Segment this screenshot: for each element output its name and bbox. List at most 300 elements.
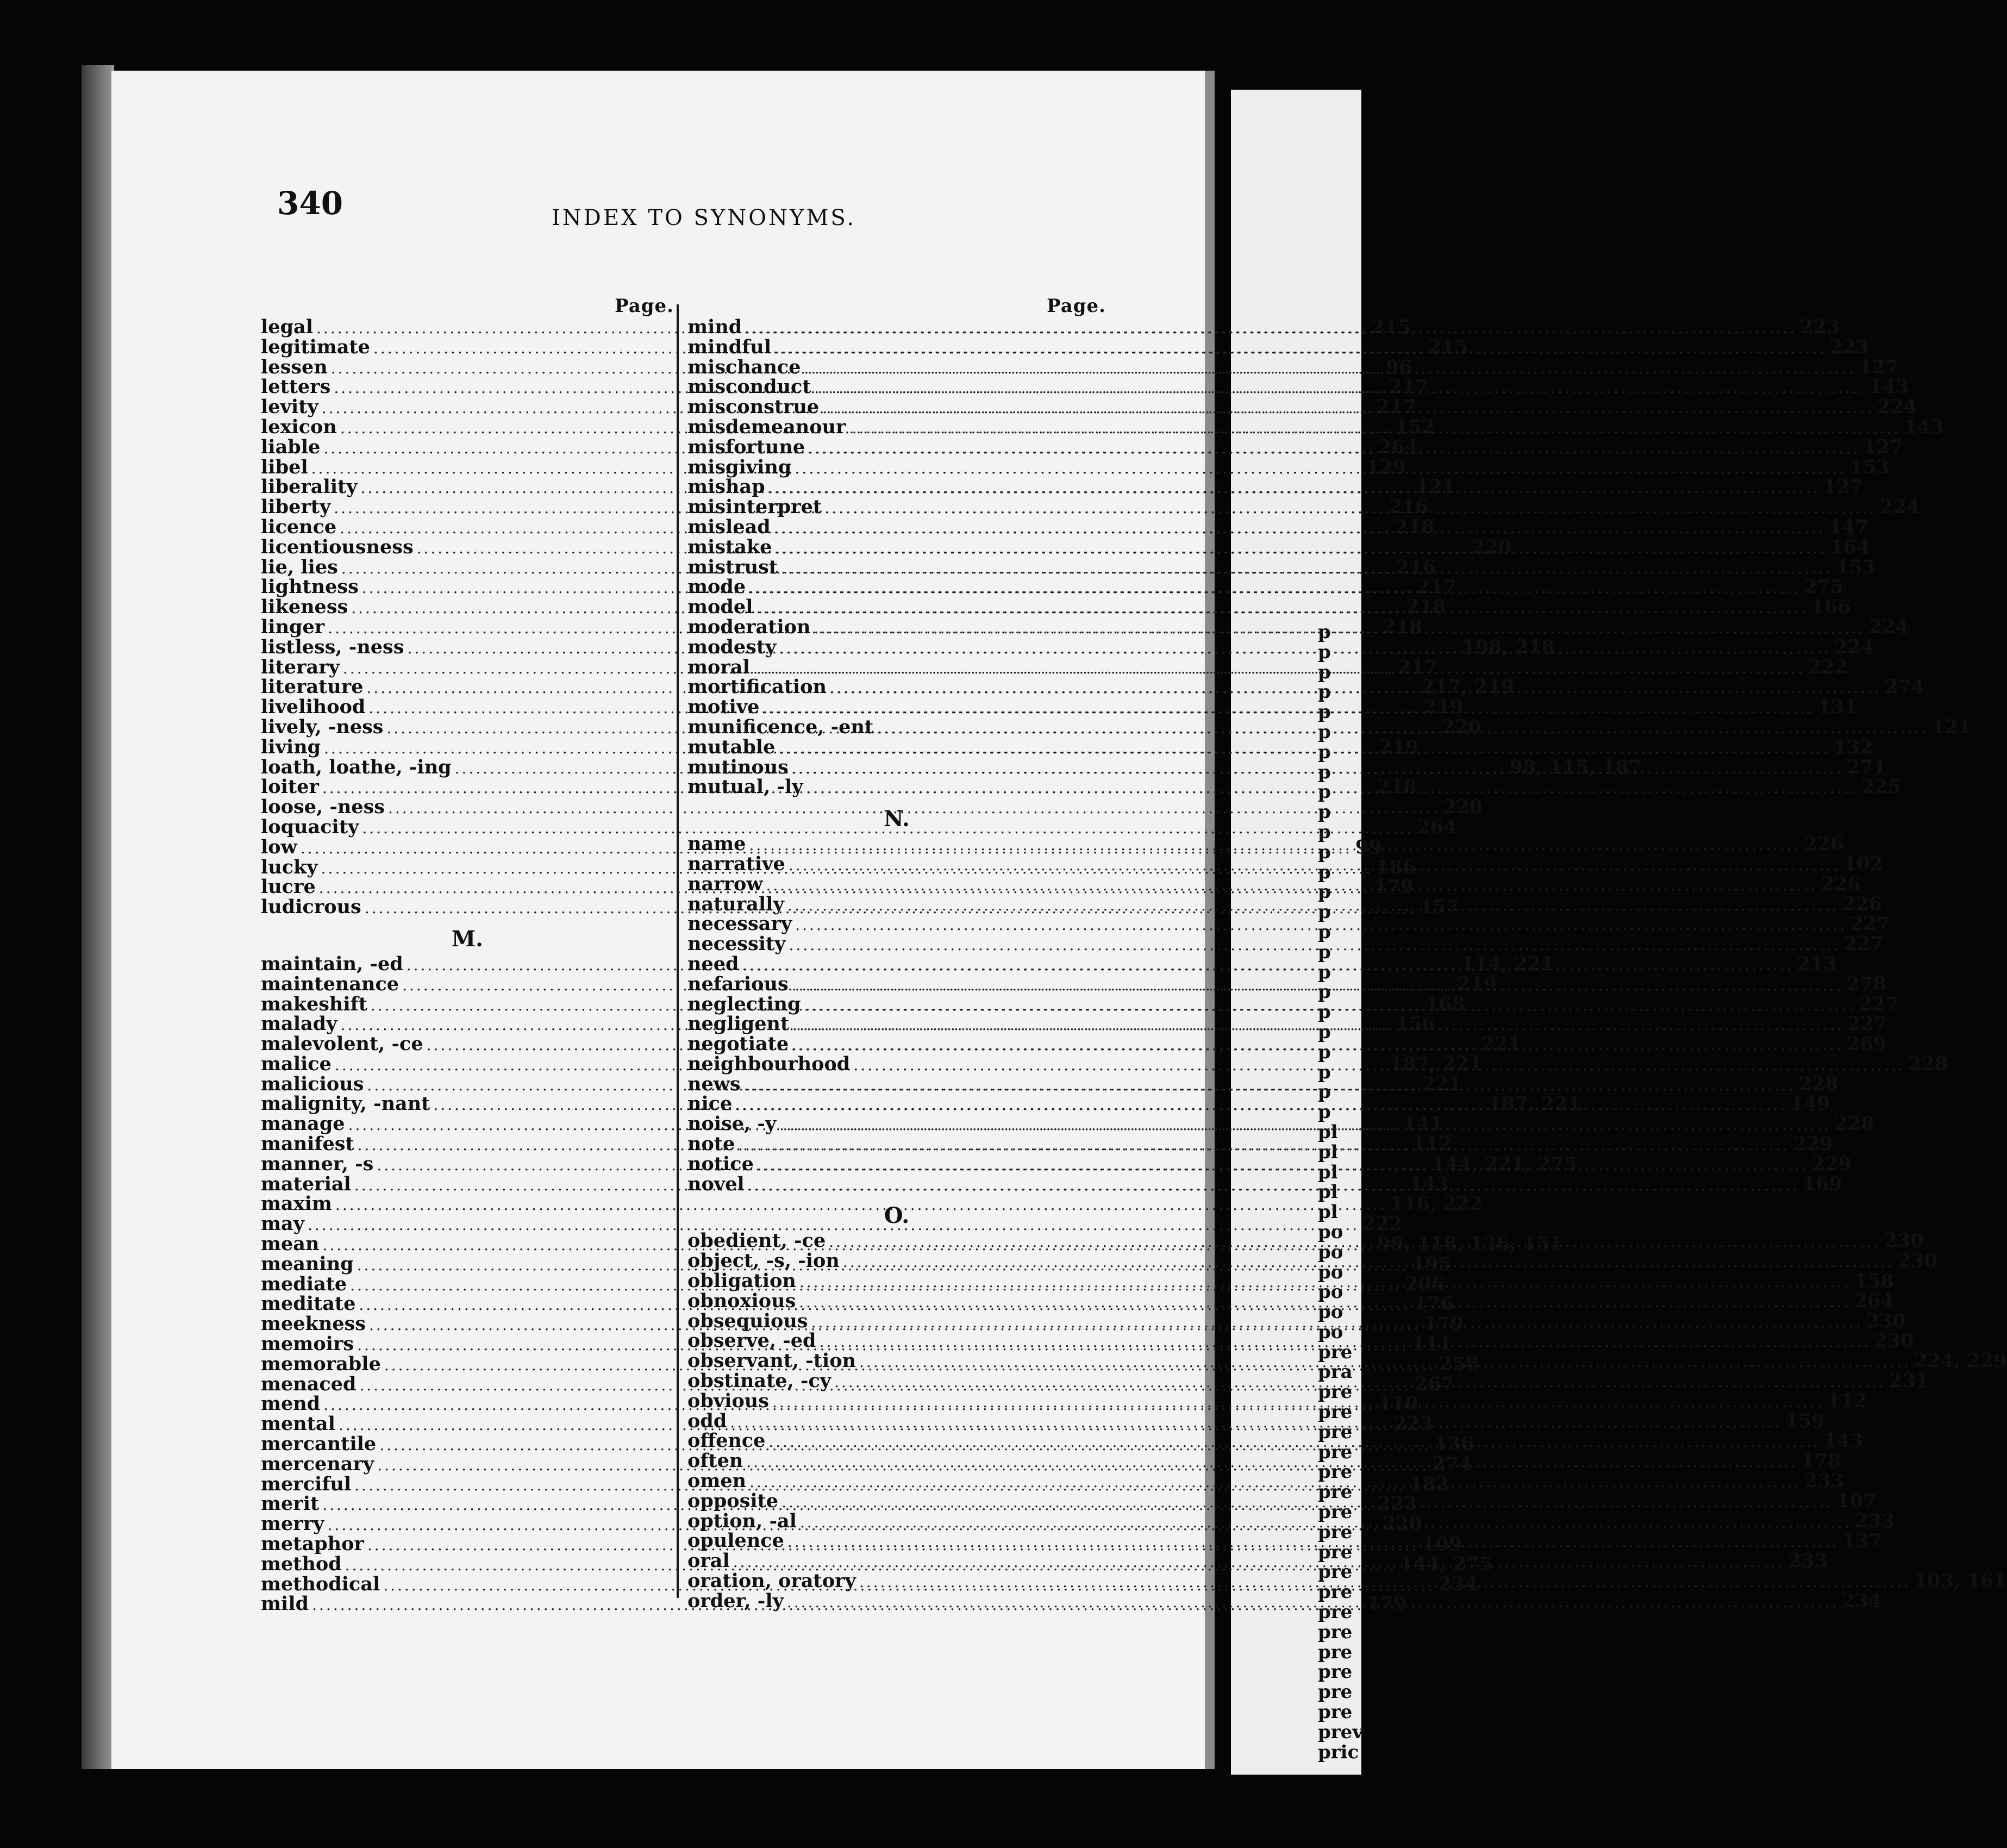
entry-pages: 217 [1416, 576, 1456, 598]
entry-term: opposite [687, 1489, 779, 1512]
entry-term: need [687, 952, 739, 975]
entry-pages: 217 [1389, 376, 1429, 398]
entry-term: notice [687, 1152, 754, 1175]
entry-term: misgiving [687, 455, 792, 478]
entry-term: livelihood [261, 696, 366, 719]
leader-dots [814, 615, 1866, 639]
entry-term: misconstrue [687, 396, 820, 419]
entry-pages: 103, 161 [1914, 1570, 2007, 1593]
entry-term: motive [687, 696, 760, 719]
leader-dots [749, 835, 1800, 856]
entry-pages: 221 [1422, 1072, 1462, 1095]
leader-dots [799, 1272, 1851, 1293]
facing-page-fragment: p [1318, 901, 1331, 923]
facing-page-fragment: pre [1318, 1481, 1353, 1503]
entry-term: letters [261, 376, 331, 398]
entry-pages: 116, 222 [1390, 1193, 1483, 1215]
facing-page-fragment: pre [1318, 1621, 1353, 1643]
entry-pages: 271 [1846, 756, 1887, 778]
entry-term: mistake [687, 535, 772, 558]
entry-term: obvious [687, 1389, 769, 1412]
entry-pages: 229 [1811, 1152, 1852, 1175]
entry-term: misdemeanour [687, 415, 846, 438]
leader-dots [787, 1532, 1839, 1556]
entry-term: mislead [687, 515, 771, 538]
entry-pages: 132 [1833, 735, 1873, 758]
entry-term: mercantile [261, 1433, 377, 1456]
leader-dots [799, 1293, 1850, 1313]
entry-pages: 158 [1854, 1270, 1894, 1293]
entry-pages: 143 [1904, 415, 1944, 438]
entry-term: narrow [687, 872, 763, 895]
entry-pages: 187, 221 [1389, 1052, 1483, 1075]
facing-page-fragment: p [1318, 921, 1331, 943]
entry-term: note [687, 1133, 735, 1156]
leader-dots [792, 756, 1843, 779]
entry-term: moderation [687, 615, 811, 638]
leader-dots [795, 455, 1846, 479]
letter-heading-o: O. [884, 1203, 910, 1229]
facing-page-fragment: pl [1318, 1141, 1338, 1163]
entry-term: mode [687, 576, 746, 598]
facing-page-fragment: p [1318, 1021, 1331, 1043]
entry-pages: 220 [1382, 1513, 1422, 1535]
entry-term: liberty [261, 496, 331, 519]
facing-page-fragment: p [1318, 661, 1331, 683]
entry-term: neighbourhood [687, 1052, 851, 1075]
entry-pages: 112 [1412, 1133, 1452, 1156]
entry-pages: 166 [1811, 596, 1851, 619]
facing-page-fragment: p [1318, 781, 1331, 803]
entry-pages: 228 [1908, 1052, 1948, 1075]
entry-term: legitimate [261, 335, 370, 358]
entry-pages: 99, 118, 136, 151 [1377, 1233, 1563, 1256]
facing-page-fragment: p [1318, 881, 1331, 903]
facing-page-fragment: pl [1318, 1161, 1338, 1183]
entry-term: mediate [261, 1272, 347, 1295]
leader-dots [792, 1035, 1843, 1056]
entry-pages: 109 [1422, 1533, 1462, 1556]
leader-dots [859, 1572, 1911, 1593]
entry-pages: 213 [1797, 952, 1837, 975]
leader-dots [877, 715, 1928, 739]
entry-pages: 187, 221 [1488, 1092, 1581, 1115]
leader-dots [781, 1493, 1833, 1513]
entry-term: opulence [687, 1529, 784, 1552]
entry-pages: 99 [1355, 835, 1382, 858]
leader-dots [745, 316, 1797, 339]
entry-term: manner, -s [261, 1152, 374, 1175]
entry-pages: 220 [1441, 715, 1481, 738]
entry-term: liberality [261, 476, 358, 498]
entry-pages: 143 [1823, 1429, 1864, 1452]
entry-term: mind [687, 316, 742, 338]
leader-dots [781, 555, 1833, 579]
leader-dots [822, 398, 1874, 419]
facing-page-fragment: prev [1318, 1721, 1364, 1743]
entry-pages: 127 [1863, 435, 1903, 458]
leader-dots [738, 1135, 1790, 1156]
leader-dots [829, 1232, 1880, 1256]
leader-dots [753, 655, 1805, 679]
entry-pages: 224 [1868, 615, 1909, 638]
leader-dots [744, 1072, 1796, 1096]
entry-term: oral [687, 1550, 730, 1572]
leader-dots [779, 635, 1831, 659]
entry-term: misinterpret [687, 496, 822, 519]
leader-dots [792, 1015, 1844, 1035]
entry-term: memoirs [261, 1333, 354, 1356]
entry-pages: 233 [1787, 1550, 1828, 1572]
entry-term: misconduct [687, 376, 811, 398]
entry-term: nefarious [687, 972, 789, 995]
entry-term: lucre [261, 876, 316, 898]
entry-term: observe, -ed [687, 1329, 816, 1352]
entry-term: negligent [687, 1013, 790, 1035]
entry-pages: 215 [1371, 316, 1411, 338]
facing-page-fragment: p [1318, 1001, 1331, 1023]
entry-pages: 186 [1375, 856, 1416, 878]
leader-dots [849, 415, 1900, 439]
entry-term: obsequious [687, 1309, 808, 1332]
entry-term: lightness [261, 576, 359, 598]
entry-pages: 230 [1884, 1229, 1924, 1252]
leader-dots [775, 535, 1827, 559]
entry-pages: 224, 229 [1914, 1350, 2007, 1372]
entry-pages: 224 [1834, 635, 1874, 658]
entry-pages: 274 [1432, 1452, 1472, 1475]
entry-pages: 218 [1383, 615, 1423, 638]
entry-pages: 143 [1869, 376, 1909, 398]
entry-term: literary [261, 655, 340, 678]
entry-pages: 127 [1859, 355, 1899, 378]
entry-term: munificence, -ent [687, 715, 874, 738]
index-entry [261, 815, 1457, 838]
entry-pages: 107 [1836, 1489, 1877, 1512]
leader-dots [756, 598, 1808, 619]
facing-page-fragment: pre [1318, 1341, 1353, 1363]
leader-dots [774, 515, 1825, 539]
entry-pages: 121 [1415, 476, 1455, 498]
entry-term: lively, -ness [261, 715, 384, 738]
entry-term: loath, loathe, -ing [261, 756, 452, 778]
entry-term: novel [687, 1172, 745, 1195]
entry-term: may [261, 1213, 305, 1235]
index-entry [687, 913, 1890, 935]
facing-page-fragment: pre [1318, 1661, 1353, 1683]
facing-page-fragment: pric [1318, 1741, 1359, 1763]
entry-pages: 137 [1842, 1529, 1882, 1552]
entry-pages: 216 [1389, 496, 1429, 519]
entry-term: mistrust [687, 555, 778, 578]
leader-dots [787, 896, 1839, 919]
facing-page-fragment: p [1318, 1041, 1331, 1063]
facing-page-fragment: pre [1318, 1581, 1353, 1603]
entry-pages: 226 [1804, 833, 1844, 856]
entry-pages: 218 [1406, 596, 1446, 619]
entry-pages: 179 [1367, 1593, 1407, 1615]
entry-term: malice [261, 1052, 332, 1075]
facing-page-fragment: p [1318, 1101, 1331, 1123]
entry-pages: 234 [1842, 1589, 1882, 1612]
entry-pages: 178 [1801, 1450, 1841, 1472]
leader-dots [768, 1432, 1820, 1456]
entry-term: naturally [687, 892, 784, 915]
entry-term: meditate [261, 1293, 356, 1315]
entry-pages: 143 [1409, 1172, 1449, 1195]
facing-page-fragment: p [1318, 961, 1331, 983]
leader-dots [830, 678, 1881, 698]
leader-dots [746, 1452, 1798, 1472]
entry-term: omen [687, 1470, 747, 1493]
entry-term: maintain, -ed [261, 952, 403, 975]
entry-pages: 144, 275 [1399, 1552, 1493, 1575]
facing-page-fragment: p [1318, 821, 1331, 843]
facing-page-fragment: p [1318, 841, 1331, 863]
entry-term: merit [261, 1493, 320, 1515]
entry-pages: 230 [1874, 1329, 1914, 1352]
entry-pages: 216 [1396, 555, 1436, 578]
entry-term: memorable [261, 1352, 381, 1375]
entry-pages: 152 [1395, 415, 1435, 438]
entry-pages: 233 [1804, 1470, 1845, 1493]
page-label: Page. [1047, 295, 1106, 317]
facing-page-fragment: p [1318, 861, 1331, 883]
entry-pages: 218 [1377, 776, 1417, 798]
facing-page-fragment: pre [1318, 1601, 1353, 1624]
entry-pages: 217, 219 [1421, 676, 1515, 698]
entry-term: obstinate, -cy [687, 1370, 831, 1393]
entry-pages: 182 [1409, 1472, 1449, 1495]
entry-term: necessity [687, 933, 786, 956]
entry-term: mercenary [261, 1452, 374, 1475]
entry-term: mindful [687, 335, 772, 358]
entry-term: option, -al [687, 1509, 797, 1532]
entry-term: manage [261, 1113, 345, 1135]
entry-pages: 147 [1828, 515, 1868, 538]
entry-term: odd [687, 1409, 727, 1432]
entry-term: news [687, 1072, 741, 1095]
page-number: 340 [277, 185, 343, 222]
entry-term: order, -ly [687, 1589, 784, 1612]
entry-pages: 127 [1823, 476, 1863, 498]
entry-pages: 267 [1414, 1372, 1454, 1395]
entry-pages: 233 [1855, 1509, 1895, 1532]
facing-page-fragment: p [1318, 681, 1331, 703]
entry-pages: 114, 221 [1461, 952, 1554, 975]
entry-pages: 278 [1846, 972, 1886, 995]
entry-term: loquacity [261, 815, 359, 838]
facing-page-fragment: pre [1318, 1381, 1353, 1403]
entry-pages: 110 [1378, 1393, 1418, 1415]
entry-term: likeness [261, 596, 348, 619]
entry-pages: 223 [1829, 335, 1870, 358]
entry-pages: 111 [1412, 1333, 1452, 1356]
entry-pages: 219 [1379, 735, 1419, 758]
entry-pages: 168 [1425, 992, 1466, 1015]
entry-pages: 221 [1481, 1033, 1521, 1056]
entry-pages: 264 [1854, 1289, 1894, 1312]
entry-pages: 264 [1417, 815, 1457, 838]
leader-dots [766, 876, 1817, 896]
entry-term: malignity, -nant [261, 1092, 430, 1115]
entry-term: licence [261, 515, 337, 538]
leader-dots [819, 1332, 1871, 1356]
entry-term: manifest [261, 1133, 354, 1156]
entry-term: necessary [687, 913, 792, 935]
entry-term: negotiate [687, 1033, 789, 1056]
entry-pages: 98, 115, 187 [1509, 756, 1642, 778]
entry-term: merry [261, 1513, 324, 1535]
entry-term: nice [687, 1092, 733, 1115]
leader-dots [843, 1252, 1895, 1272]
facing-page-fragment: p [1318, 721, 1331, 743]
entry-pages: 258 [1439, 1352, 1479, 1375]
index-entry [261, 796, 1483, 819]
entry-term: lie, lies [261, 555, 338, 578]
facing-page-fragment: p [1318, 1061, 1331, 1083]
entry-term: ludicrous [261, 896, 361, 919]
index-entry [687, 933, 1884, 956]
entry-term: name [687, 833, 746, 856]
leader-dots [808, 435, 1860, 459]
leader-dots [772, 1393, 1824, 1413]
facing-page-fragment: p [1318, 761, 1331, 783]
entry-term: menaced [261, 1372, 357, 1395]
leader-dots [742, 952, 1793, 976]
entry-pages: 223 [1393, 1413, 1434, 1435]
entry-pages: 274 [1885, 676, 1925, 698]
entry-pages: 218 [1395, 515, 1435, 538]
facing-page-fragment: po [1318, 1241, 1343, 1263]
book-page-edge [82, 65, 114, 1769]
entry-pages: 224 [1877, 396, 1917, 419]
entry-term: makeshift [261, 992, 367, 1015]
leader-dots [733, 1552, 1785, 1572]
entry-term: licentiousness [261, 535, 414, 558]
entry-pages: 227 [1843, 933, 1884, 956]
entry-term: mean [261, 1233, 320, 1256]
entry-term: obnoxious [687, 1289, 796, 1312]
leader-dots [792, 972, 1843, 996]
facing-page-fragment: pra [1318, 1361, 1353, 1383]
entry-pages: 141 [1403, 1113, 1443, 1135]
entry-term: listless, -ness [261, 635, 404, 658]
entry-term: modesty [687, 635, 777, 658]
entry-term: metaphor [261, 1533, 364, 1556]
entry-pages: 129 [1366, 455, 1406, 478]
leader-dots [789, 935, 1841, 956]
entry-term: material [261, 1172, 351, 1195]
entry-term: mend [261, 1393, 321, 1415]
leader-dots [774, 335, 1826, 359]
entry-pages: 153 [1836, 555, 1876, 578]
entry-pages: 215 [1428, 335, 1468, 358]
entry-term: maintenance [261, 972, 399, 995]
facing-page-fragment: pre [1318, 1501, 1353, 1524]
facing-page-fragment: pre [1318, 1441, 1353, 1463]
entry-term: levity [261, 396, 318, 419]
leader-dots [795, 915, 1847, 935]
facing-page-fragment: pl [1318, 1181, 1338, 1203]
entry-pages: 220 [1443, 796, 1483, 819]
entry-pages: 230 [1897, 1250, 1937, 1272]
facing-page-fragment: p [1318, 981, 1331, 1003]
entry-term: obedient, -ce [687, 1229, 826, 1252]
entry-term: object, -s, -ion [687, 1250, 840, 1272]
facing-page-fragment: p [1318, 741, 1331, 763]
entry-term: noise, -y [687, 1113, 777, 1135]
running-head: INDEX TO SYNONYMS. [552, 205, 856, 230]
entry-term: libel [261, 455, 308, 478]
entry-term: model [687, 596, 753, 619]
facing-page-fragment: po [1318, 1261, 1343, 1283]
entry-term: loose, -ness [261, 796, 385, 819]
entry-term: moral [687, 655, 750, 678]
facing-page-fragment: pre [1318, 1641, 1353, 1663]
entry-pages: 164 [1830, 535, 1870, 558]
entry-pages: 217 [1397, 655, 1438, 678]
entry-term: merciful [261, 1472, 352, 1495]
facing-page-fragment: po [1318, 1221, 1343, 1243]
entry-pages: 223 [1800, 316, 1840, 338]
entry-term: meaning [261, 1252, 354, 1275]
entry-pages: 149 [1790, 1092, 1830, 1115]
entry-pages: 198, 218 [1462, 635, 1555, 658]
leader-dots [779, 1115, 1831, 1135]
letter-heading-m: M. [451, 926, 484, 952]
entry-term: obligation [687, 1270, 796, 1293]
entry-term: literature [261, 676, 364, 698]
entry-pages: 179 [1373, 876, 1414, 898]
entry-term: oration, oratory [687, 1570, 856, 1593]
entry-pages: 112 [1827, 1389, 1867, 1412]
facing-page-fragment: p [1318, 941, 1331, 963]
leader-dots [800, 1513, 1852, 1533]
leader-dots [768, 478, 1820, 498]
entry-term: maxim [261, 1193, 332, 1215]
entry-pages: 234 [1438, 1572, 1478, 1595]
letter-heading-n: N. [884, 806, 910, 832]
entry-term: method [261, 1552, 342, 1575]
entry-term: offence [687, 1429, 766, 1452]
entry-pages: 156 [1395, 1013, 1435, 1035]
leader-dots [778, 735, 1830, 759]
entry-term: legal [261, 316, 314, 338]
entry-pages: 121 [1931, 715, 1972, 738]
entry-term: mutual, -ly [687, 776, 803, 798]
leader-dots [806, 778, 1858, 798]
facing-page-fragment: pre [1318, 1401, 1353, 1424]
leader-dots [825, 498, 1877, 519]
facing-page-fragment: po [1318, 1281, 1343, 1303]
facing-page-fragment: pre [1318, 1521, 1353, 1543]
entry-term: neglecting [687, 992, 801, 1015]
entry-term: mild [261, 1593, 309, 1615]
entry-pages: 222 [1362, 1213, 1403, 1235]
entry-pages: 179 [1424, 1313, 1464, 1335]
facing-page-fragment: po [1318, 1321, 1343, 1343]
entry-term: lucky [261, 856, 318, 878]
entry-term: often [687, 1450, 743, 1472]
entry-term: observant, -tion [687, 1350, 856, 1372]
entry-term: living [261, 735, 321, 758]
entry-pages: 222 [1808, 655, 1848, 678]
leader-dots [804, 355, 1856, 379]
leader-dots [749, 1472, 1801, 1493]
entry-pages: 96 [1385, 355, 1412, 378]
leader-dots [859, 1352, 1911, 1372]
